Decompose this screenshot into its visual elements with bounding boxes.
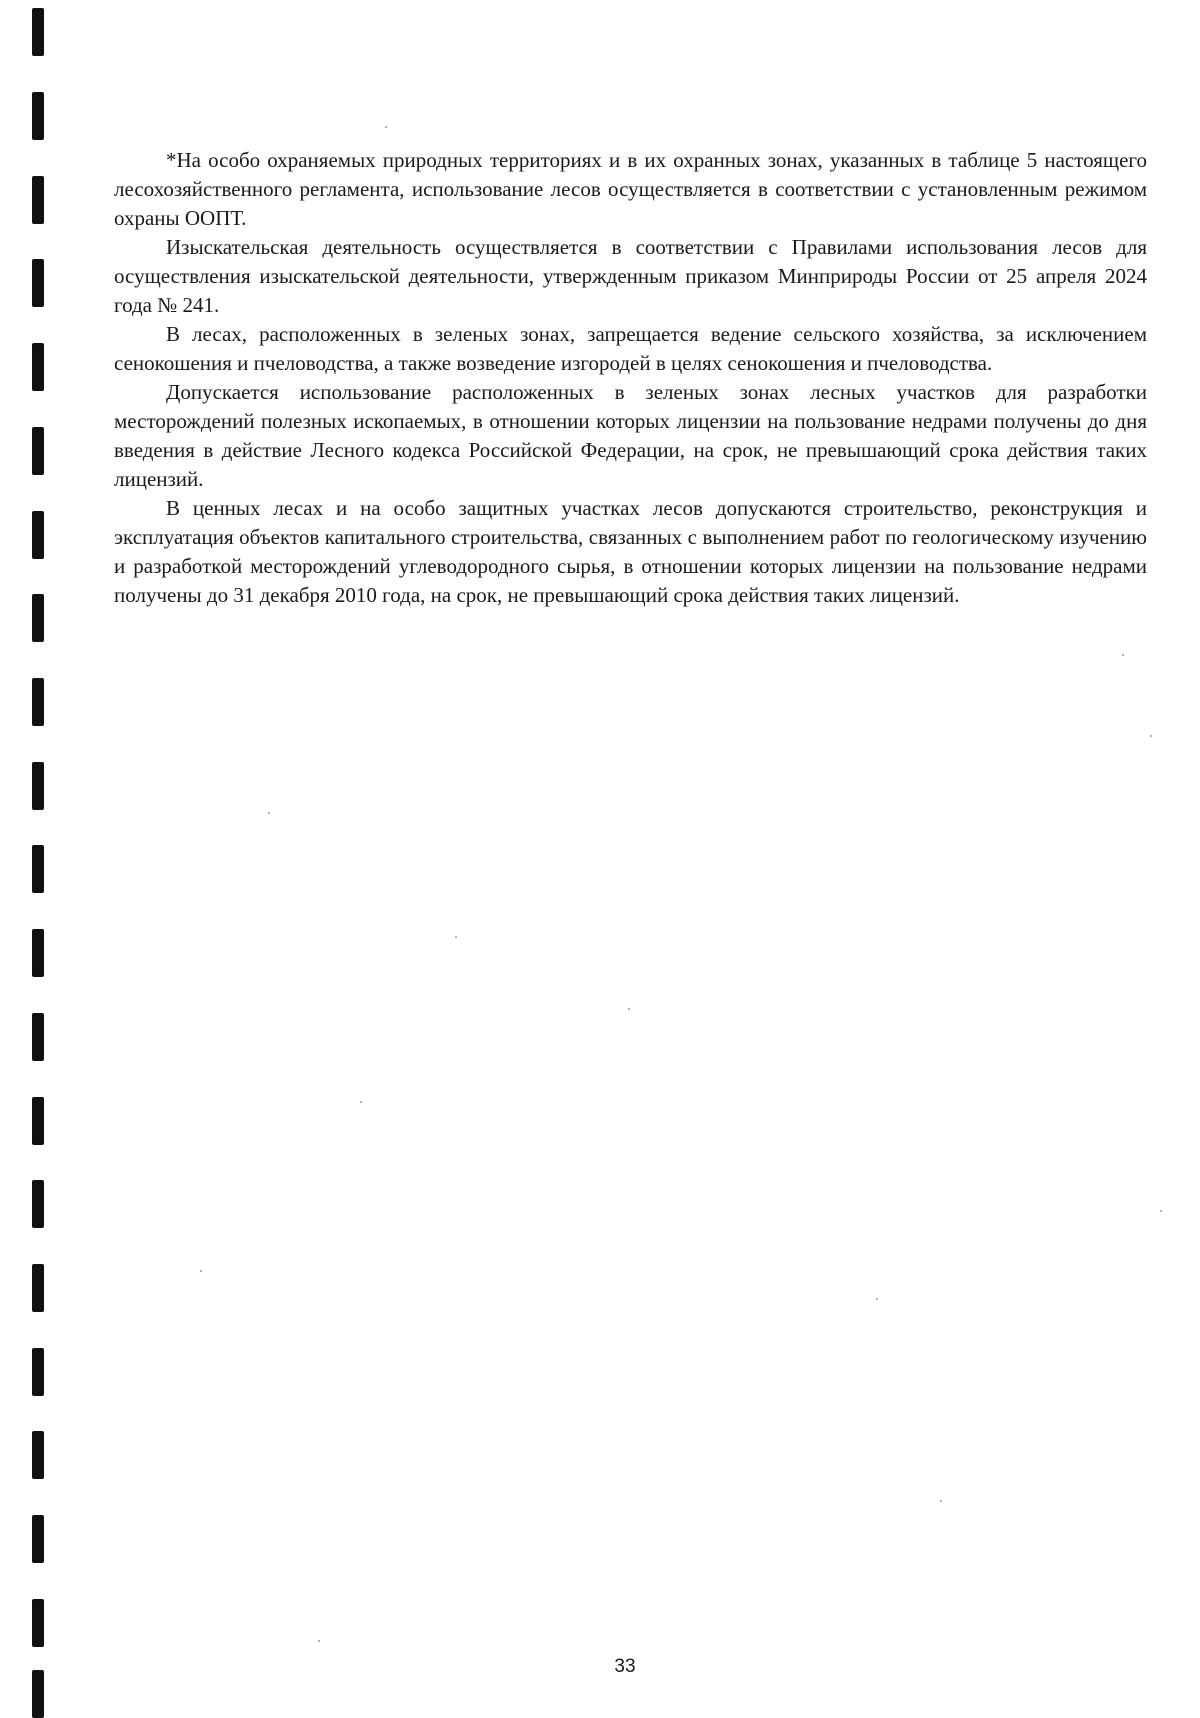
binding-hole bbox=[32, 1515, 44, 1563]
scan-speck bbox=[385, 126, 387, 128]
binding-hole bbox=[32, 1180, 44, 1228]
binding-hole bbox=[32, 176, 44, 224]
paragraph-survey-activity: Изыскательская деятельность осуществляется в соответствии с Правилами использования лесов для осуществления изыскательской деятельности, утвержденным приказом Минприроды России от 25 апреля 2024 года № 241. bbox=[114, 235, 1147, 317]
page-number: 33 bbox=[614, 1656, 636, 1677]
binding-hole bbox=[32, 1431, 44, 1479]
binding-hole bbox=[32, 8, 44, 56]
binding-hole bbox=[32, 343, 44, 391]
scan-speck bbox=[360, 1101, 362, 1103]
binding-hole bbox=[32, 259, 44, 307]
scan-speck bbox=[940, 1500, 942, 1502]
scan-speck bbox=[200, 1270, 202, 1272]
binding-hole bbox=[32, 1264, 44, 1312]
paragraph-oopt-note: *На особо охраняемых природных территориях и в их охранных зонах, указанных в таблице 5 настоящего лесохозяйственного регламента, использование лесов осуществляется в соответствии с установленным режимом охраны ООПТ. bbox=[114, 148, 1147, 230]
scan-speck bbox=[318, 1640, 320, 1642]
scan-speck bbox=[268, 812, 270, 814]
binding-hole bbox=[32, 845, 44, 893]
binding-hole bbox=[32, 762, 44, 810]
paragraph-valuable-forests-construction: В ценных лесах и на особо защитных участках лесов допускаются строительство, реконструкция и эксплуатация объектов капитального строительства, связанных с выполнением работ по геологическому изучению и разработкой месторождений углеводородного сырья, в отношении которых лицензии на пользование недрами получены до 31 декабря 2010 года, на срок, не превышающий срока действия таких лицензий. bbox=[114, 496, 1147, 607]
scan-speck bbox=[1122, 654, 1124, 656]
binding-strip bbox=[28, 0, 50, 1710]
binding-hole bbox=[32, 427, 44, 475]
binding-hole bbox=[32, 678, 44, 726]
binding-hole bbox=[32, 92, 44, 140]
paragraph-green-zones-mining: Допускается использование расположенных в зеленых зонах лесных участков для разработки месторождений полезных ископаемых, в отношении которых лицензии на пользование недрами получены до дня введения в действие Лесного кодекса Российской Федерации, на срок, не превышающий срока действия таких лицензий. bbox=[114, 380, 1147, 491]
binding-hole bbox=[32, 1348, 44, 1396]
binding-hole bbox=[32, 1599, 44, 1647]
binding-hole bbox=[32, 929, 44, 977]
scan-speck bbox=[455, 936, 457, 938]
binding-hole bbox=[32, 594, 44, 642]
scan-speck bbox=[1150, 735, 1152, 737]
paragraph-green-zones-agriculture: В лесах, расположенных в зеленых зонах, запрещается ведение сельского хозяйства, за исключением сенокошения и пчеловодства, а также возведение изгородей в целях сенокошения и пчеловодства. bbox=[114, 322, 1147, 375]
binding-hole bbox=[32, 511, 44, 559]
scan-speck bbox=[876, 1298, 878, 1300]
document-body bbox=[114, 146, 1147, 610]
binding-hole bbox=[32, 1013, 44, 1061]
scan-speck bbox=[1160, 1210, 1162, 1212]
binding-hole bbox=[32, 1097, 44, 1145]
scan-speck bbox=[628, 1008, 630, 1010]
